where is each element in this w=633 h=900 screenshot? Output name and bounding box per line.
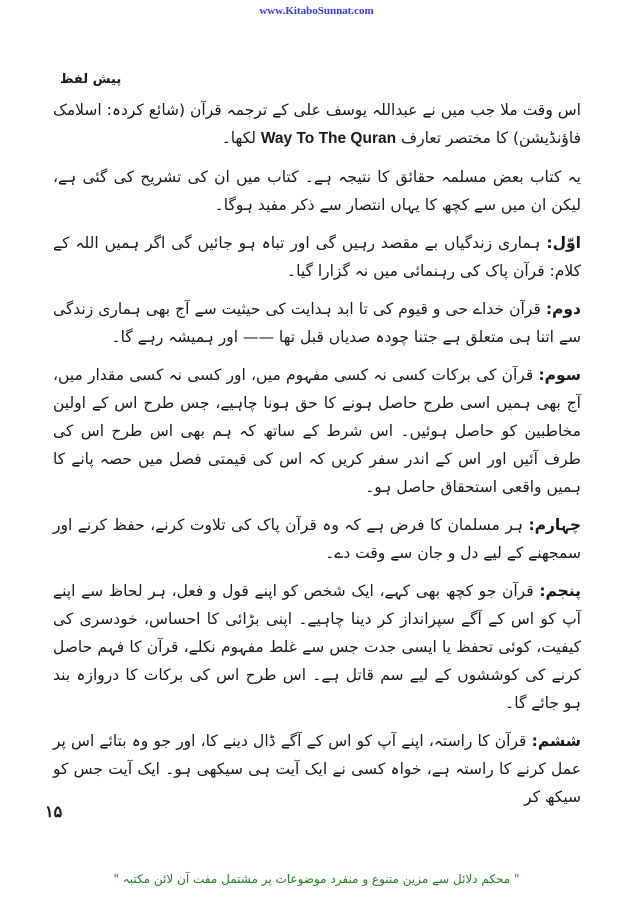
paragraph-fifth xyxy=(53,577,581,717)
paragraph-third xyxy=(53,361,581,501)
facts-text: یہ کتاب بعض مسلمہ حقائق کا نتیجہ ہے۔ کتاب میں ان کی تشریح کی گئی ہے، لیکن ان میں سے کچھ کا یہاں انتصار سے ذکر مفید ہوگا۔ xyxy=(53,168,581,214)
intro-text-end: لکھا۔ xyxy=(221,129,256,147)
paragraph-facts xyxy=(53,163,581,219)
main-text xyxy=(53,96,581,821)
book-title-english: Way To The Quran xyxy=(260,130,397,147)
point-label-second: دوم: xyxy=(545,300,581,318)
paragraph-intro xyxy=(53,96,581,153)
paragraph-second xyxy=(53,295,581,351)
point-text-third: قرآن کی برکات کسی نہ کسی مفہوم میں، اور کسی نہ کسی مقدار میں، آج بھی ہمیں اسی طرح حاصل ہونے کا حق ہونا چاہیے، جس طرح اس کے اولین مخاطبین کو حاصل ہوئیں۔ اس شرط کے ساتھ کہ ہم بھی اس طرح اس کی طرف آئیں اور اس کے اندر سفر کریں کہ اس کی قیمتی فصل میں حصہ پانے کا ہمیں واقعی استحقاق حاصل ہو۔ xyxy=(53,366,581,496)
paragraph-fourth xyxy=(53,511,581,567)
point-text-sixth: قرآن کا راستہ، اپنے آپ کو اس کے آگے ڈال دینے کا، اور جو وہ بتائے اس پر عمل کرنے کا راستہ ہے، خواہ کسی نے ایک آیت ہی سیکھی ہو۔ ایک آیت جس کو سیکھ کر xyxy=(53,732,581,806)
paragraph-sixth xyxy=(53,727,581,811)
point-text-fifth: قرآن جو کچھ بھی کہے، ایک شخص کو اپنے قول و فعل، ہر لحاظ سے اپنے آپ کو اس کے آگے سپرانداز کر دینا چاہیے۔ اپنی بڑائی کا احساس، خودسری کی کیفیت، کوئی تحفظ یا ایسی جدت جس سے غلط مفہوم نکلے، قرآن کا فہم حاصل کرنے کی کوششوں کے لیے سم قاتل ہے۔ اس طرح اس کی برکات کا دروازہ بند ہو جائے گا۔ xyxy=(53,582,581,712)
point-text-second: قرآن خداے حی و قیوم کی تا ابد ہدایت کی حیثیت سے آج بھی ہماری زندگی سے اتنا ہی متعلق ہے جتنا چودہ صدیاں قبل تھا —— اور ہمیشہ رہے گا۔ xyxy=(53,300,581,346)
point-label-fifth: پنجم: xyxy=(539,582,581,600)
footer-tagline: " محکم دلائل سے مزین متنوع و منفرد موضوعات پر مشتمل مفت آن لائن مکتبہ " xyxy=(113,872,520,886)
point-label-first: اوّل: xyxy=(546,234,581,252)
point-text-first: ہماری زندگیاں بے مقصد رہیں گی اور تباہ ہو جائیں گی اگر ہمیں اللہ کے کلام: قرآن پاک کی رہنمائی میں نہ گزارا گیا۔ xyxy=(53,234,581,280)
page-number: ۱۵ xyxy=(45,804,63,821)
site-url[interactable]: www.KitaboSunnat.com xyxy=(259,5,374,17)
page-heading: پیش لفظ xyxy=(60,72,122,87)
point-label-sixth: ششم: xyxy=(531,732,581,750)
point-label-fourth: چہارم: xyxy=(528,516,581,534)
paragraph-first xyxy=(53,229,581,285)
intro-text: اس وقت ملا جب میں نے عبداللہ یوسف علی کے ترجمہ قرآن (شائع کردہ: اسلامک فاؤنڈیشن) کا مختصر تعارف xyxy=(53,101,581,147)
point-text-fourth: ہر مسلمان کا فرض ہے کہ وہ قرآن پاک کی تلاوت کرنے، حفظ کرنے اور سمجھنے کے لیے دل و جان سے وقت دے۔ xyxy=(53,516,581,562)
point-label-third: سوم: xyxy=(538,366,581,384)
